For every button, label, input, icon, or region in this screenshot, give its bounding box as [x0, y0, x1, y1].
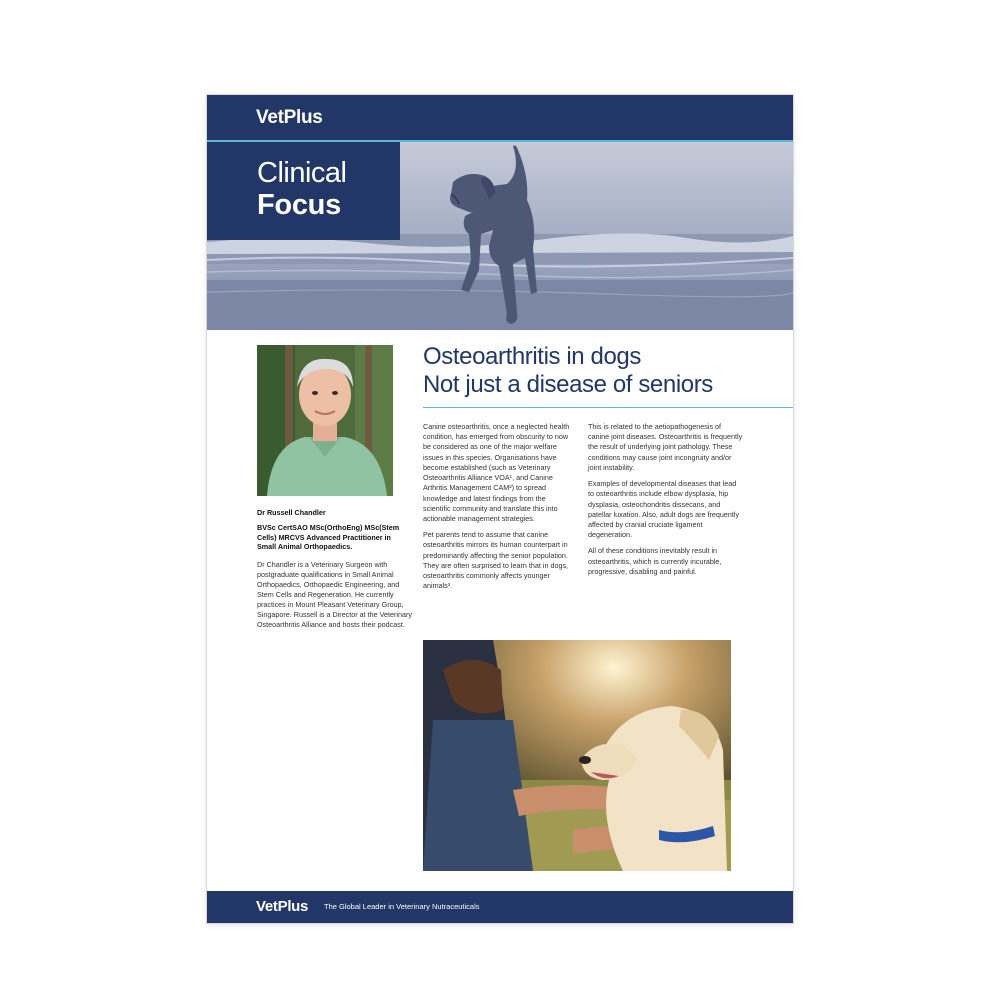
paragraph: This is related to the aetiopathogenesis of canine joint diseases. Osteoarthritis is frequently the result of underlying joint pathology. These conditions may cause joint incongruity and/or joint instability.	[588, 422, 743, 472]
header-bar	[207, 95, 793, 140]
paragraph: All of these conditions inevitably result in osteoarthritis, which is currently incurable, progressive, disabling and painful.	[588, 546, 722, 576]
paragraph: Canine osteoarthritis, once a neglected health condition, has emerged from obscurity to now be considered as one of the major welfare issues in this species. Organisations have become established (such as Veterinary Osteoarthritis Alliance VOA¹, and Canine Arthritis Management CAM²) to spread knowledge and latest findings from the scientific community and translate this into actionable management strategies.	[423, 422, 570, 523]
author-bio: Dr Chandler is a Veterinary Surgeon with postgraduate qualifications in Small Animal Orthopaedics, Orthopaedic Engineering, and Stem Cells and Regeneration. He currently practices in Mount Pleasant Veterinary Group, Singapore. Russell is a Director at the Veterinary Osteoarthritis Alliance and hosts their podcast.	[257, 560, 413, 630]
author-qualifications: BVSc CertSAO MSc(OrthoEng) MSc(Stem Cells) MRCVS Advanced Practitioner in Small Animal Orthopaedics.	[257, 523, 400, 552]
footer-bar	[207, 891, 793, 923]
footer-tagline: The Global Leader in Veterinary Nutraceuticals	[324, 902, 480, 911]
vetplus-logo: VetPlus	[256, 107, 323, 128]
paragraph: Examples of developmental diseases that lead to osteoarthritis include elbow dysplasia, hip dysplasia, osteochondritis dissecans, and patellar luxation. Also, adult dogs are frequently affected by cranial cruciate ligament degeneration.	[588, 479, 740, 540]
headline-line-1: Osteoarthritis in dogs	[423, 343, 641, 370]
author-name: Dr Russell Chandler	[257, 508, 326, 517]
headline-divider	[423, 407, 793, 408]
paragraph: Pet parents tend to assume that canine osteoarthritis mirrors its human counterpart in predominantly affecting the senior population. They are often surprised to learn that in dogs, osteoarthritis commonly affects younger animals³.	[423, 530, 569, 591]
title-focus: Focus	[257, 189, 341, 221]
title-clinical: Clinical	[257, 157, 347, 189]
title-panel	[207, 142, 400, 240]
man-with-dog-photo	[423, 640, 731, 871]
headline-line-2: Not just a disease of seniors	[423, 370, 713, 398]
footer-vetplus-logo: VetPlus	[256, 898, 309, 915]
author-photo	[257, 345, 393, 496]
article-column-1	[423, 422, 573, 598]
article-column-2	[588, 422, 743, 583]
document-page	[207, 95, 793, 923]
article-headline	[423, 343, 713, 398]
